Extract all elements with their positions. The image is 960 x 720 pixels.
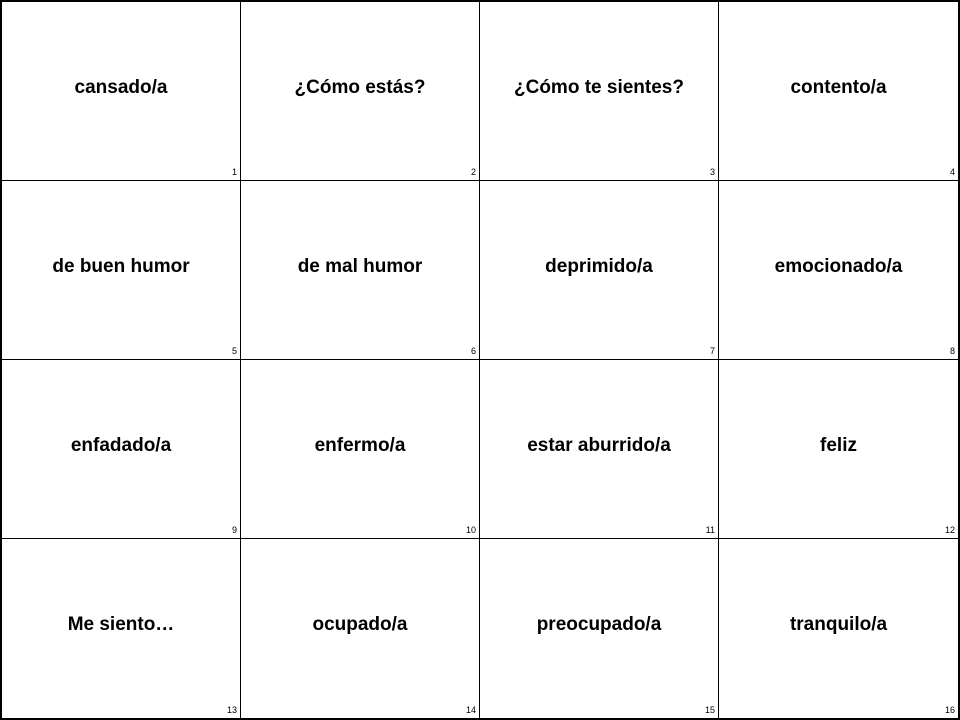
card-term: emocionado/a bbox=[774, 256, 903, 277]
card-term: tranquilo/a bbox=[789, 614, 888, 635]
vocab-card bbox=[480, 539, 719, 718]
vocab-card bbox=[719, 2, 958, 181]
card-term: enfermo/a bbox=[314, 435, 406, 456]
card-term: ¿Cómo estás? bbox=[294, 77, 426, 98]
vocab-card bbox=[719, 539, 958, 718]
card-number: 14 bbox=[465, 705, 476, 715]
card-term: preocupado/a bbox=[536, 614, 662, 635]
vocab-card bbox=[241, 539, 480, 718]
card-term: ocupado/a bbox=[312, 614, 408, 635]
card-number: 11 bbox=[705, 525, 715, 535]
card-number: 7 bbox=[709, 346, 715, 356]
vocab-card bbox=[241, 360, 480, 539]
vocab-card bbox=[2, 539, 241, 718]
card-number: 15 bbox=[704, 705, 715, 715]
card-term: de mal humor bbox=[297, 256, 423, 277]
vocab-card bbox=[2, 181, 241, 360]
card-number: 13 bbox=[226, 705, 237, 715]
card-number: 5 bbox=[231, 346, 237, 356]
card-term: enfadado/a bbox=[70, 435, 172, 456]
card-term: cansado/a bbox=[74, 77, 168, 98]
vocab-card bbox=[719, 181, 958, 360]
card-term: estar aburrido/a bbox=[527, 435, 671, 456]
card-number: 16 bbox=[944, 705, 955, 715]
card-number: 1 bbox=[231, 167, 237, 177]
vocab-card bbox=[2, 360, 241, 539]
card-number: 2 bbox=[470, 167, 476, 177]
card-number: 6 bbox=[470, 346, 476, 356]
card-number: 10 bbox=[465, 525, 476, 535]
card-term: ¿Cómo te sientes? bbox=[514, 77, 684, 98]
card-term: de buen humor bbox=[52, 256, 190, 277]
card-term: Me siento… bbox=[67, 614, 175, 635]
card-number: 4 bbox=[949, 167, 955, 177]
vocab-card bbox=[480, 360, 719, 539]
card-number: 9 bbox=[231, 525, 237, 535]
card-term: deprimido/a bbox=[545, 256, 653, 277]
card-number: 3 bbox=[709, 167, 715, 177]
vocab-card bbox=[480, 181, 719, 360]
vocab-card bbox=[241, 2, 480, 181]
card-term: contento/a bbox=[790, 77, 887, 98]
vocab-card bbox=[241, 181, 480, 360]
card-number: 8 bbox=[949, 346, 955, 356]
card-number: 12 bbox=[944, 525, 955, 535]
vocab-card bbox=[719, 360, 958, 539]
vocab-card bbox=[2, 2, 241, 181]
card-term: feliz bbox=[820, 435, 857, 456]
vocab-card bbox=[480, 2, 719, 181]
